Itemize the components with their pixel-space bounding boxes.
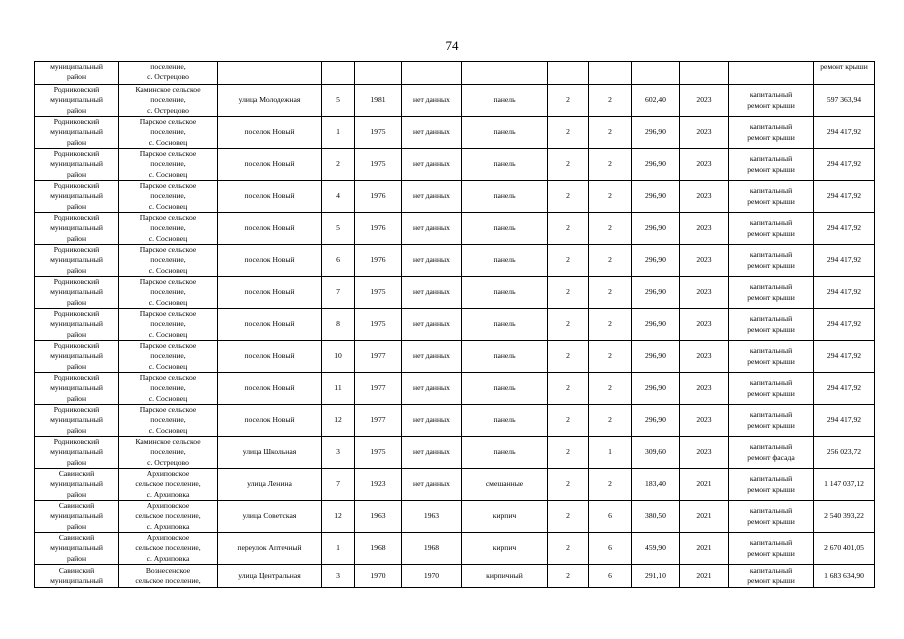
table-cell: Парское сельское поселение, с. Сосновец [119,277,218,309]
table-cell: 296,90 [632,117,680,149]
table-cell: 1975 [355,309,402,341]
table-cell: 1 [322,117,355,149]
table-cell: кирпичный [462,565,548,588]
table-row [35,469,875,501]
table-cell: 1923 [355,469,402,501]
table-cell: Архиповское сельское поселение, с. Архиповка [119,501,218,533]
table-cell: 294 417,92 [814,213,875,245]
table-cell: капитальный ремонт крыши [729,181,814,213]
table-cell: 2 [548,245,589,277]
table-cell: 1963 [402,501,462,533]
table-cell: нет данных [402,341,462,373]
table-cell: Родниковский муниципальный район [35,309,119,341]
table-cell: капитальный ремонт крыши [729,213,814,245]
table-cell: капитальный ремонт крыши [729,373,814,405]
table-cell [462,62,548,85]
table-row [35,405,875,437]
table-cell: 2 [548,405,589,437]
table-cell: нет данных [402,85,462,117]
table-cell: 2 [548,341,589,373]
table-cell: капитальный ремонт крыши [729,341,814,373]
table-cell: 1981 [355,85,402,117]
table-cell: 296,90 [632,341,680,373]
table-cell: 2 [589,181,632,213]
table-cell: ремонт крыши [814,62,875,85]
table-cell: Парское сельское поселение, с. Сосновец [119,405,218,437]
table-cell: кирпич [462,501,548,533]
table-cell: 294 417,92 [814,341,875,373]
table-cell: панель [462,213,548,245]
table-cell: 1976 [355,213,402,245]
table-cell: Савинский муниципальный район [35,469,119,501]
table-cell: поселок Новый [218,213,322,245]
table-cell: 296,90 [632,309,680,341]
table-row [35,117,875,149]
table-row [35,437,875,469]
table-cell: 2023 [680,149,729,181]
table-cell: смешанные [462,469,548,501]
table-cell: Парское сельское поселение, с. Сосновец [119,117,218,149]
table-cell: поселок Новый [218,309,322,341]
table-cell: 1975 [355,117,402,149]
table-cell: Родниковский муниципальный район [35,277,119,309]
table-cell: 1968 [402,533,462,565]
table-cell: 2023 [680,117,729,149]
table-cell: 1977 [355,405,402,437]
table-cell: панель [462,245,548,277]
table-cell: 2 [589,405,632,437]
table-cell: 2 [548,277,589,309]
table-cell: 6 [589,533,632,565]
table-cell: панель [462,117,548,149]
table-cell: капитальный ремонт крыши [729,245,814,277]
table-cell: 7 [322,277,355,309]
table-cell: поселок Новый [218,245,322,277]
table-cell: Родниковский муниципальный район [35,181,119,213]
table-cell: 2 [548,309,589,341]
table-cell: Парское сельское поселение, с. Сосновец [119,213,218,245]
table-row [35,501,875,533]
table-row [35,533,875,565]
table-cell: улица Школьная [218,437,322,469]
table-cell: 2021 [680,565,729,588]
table-row [35,245,875,277]
table-cell: 5 [322,85,355,117]
table-cell: муниципальный район [35,62,119,85]
table-cell: улица Ленина [218,469,322,501]
table-cell: 2 [589,277,632,309]
table-cell: капитальный ремонт крыши [729,405,814,437]
table-cell: нет данных [402,245,462,277]
table-cell: Парское сельское поселение, с. Сосновец [119,181,218,213]
table-cell: 2 [548,437,589,469]
table-cell: Парское сельское поселение, с. Сосновец [119,245,218,277]
table-cell: 294 417,92 [814,309,875,341]
table-cell [218,62,322,85]
table-cell [680,62,729,85]
table-cell: 1968 [355,533,402,565]
table-cell: капитальный ремонт крыши [729,309,814,341]
table-cell: капитальный ремонт фасада [729,437,814,469]
table-cell: 2 670 401,05 [814,533,875,565]
table-cell: 296,90 [632,373,680,405]
table-cell: капитальный ремонт крыши [729,565,814,588]
table-cell: 2023 [680,373,729,405]
table-cell: 6 [589,501,632,533]
table-cell: 291,10 [632,565,680,588]
table-cell [589,62,632,85]
table-cell: улица Советская [218,501,322,533]
table-cell: 2 [548,181,589,213]
table-cell: Родниковский муниципальный район [35,213,119,245]
table-cell: поселок Новый [218,149,322,181]
table-cell: 2 [589,117,632,149]
table-cell: 296,90 [632,245,680,277]
table-cell: 2 [548,533,589,565]
table-cell: 1 [322,533,355,565]
table-row [35,309,875,341]
table-cell: капитальный ремонт крыши [729,533,814,565]
table-cell: 2 [589,85,632,117]
table-cell: 294 417,92 [814,181,875,213]
table-row [35,149,875,181]
table-cell: 2023 [680,437,729,469]
table-row [35,277,875,309]
table-cell: 294 417,92 [814,373,875,405]
table-cell: 2023 [680,213,729,245]
table-cell [632,62,680,85]
table-cell: переулок Аптечный [218,533,322,565]
table-cell: 2 [548,565,589,588]
table-cell: Савинский муниципальный [35,565,119,588]
table-cell: панель [462,437,548,469]
table-cell: 1975 [355,149,402,181]
table-cell: 1975 [355,277,402,309]
table-cell: 459,90 [632,533,680,565]
table-cell: 2 [589,245,632,277]
table-cell: 294 417,92 [814,117,875,149]
table-cell: 2 [589,149,632,181]
table-cell: Парское сельское поселение, с. Сосновец [119,149,218,181]
table-row [35,85,875,117]
table-cell: 597 363,94 [814,85,875,117]
page-number: 74 [445,38,459,53]
table-cell: панель [462,405,548,437]
table-cell: Парское сельское поселение, с. Сосновец [119,309,218,341]
table-cell: 2023 [680,309,729,341]
table-cell: поселок Новый [218,277,322,309]
table-cell: 1976 [355,181,402,213]
table-cell: поселок Новый [218,181,322,213]
table-cell: 2 [548,501,589,533]
table-cell [729,62,814,85]
table-cell: 2023 [680,245,729,277]
table-cell: 2021 [680,469,729,501]
table-cell: 2023 [680,405,729,437]
table-cell: Каминское сельское поселение, с. Острецово [119,85,218,117]
table-cell: Архиповское сельское поселение, с. Архиповка [119,469,218,501]
table-cell: панель [462,373,548,405]
table-row [35,341,875,373]
table-cell: 296,90 [632,149,680,181]
table-cell: нет данных [402,405,462,437]
table-cell: 2 [589,213,632,245]
table-cell: 2023 [680,181,729,213]
table-cell: 2 [589,469,632,501]
table-cell: улица Центральная [218,565,322,588]
table-cell: 1 683 634,90 [814,565,875,588]
table-cell: 602,40 [632,85,680,117]
table-cell: нет данных [402,373,462,405]
table-cell: кирпич [462,533,548,565]
table-cell: 296,90 [632,213,680,245]
table-cell: панель [462,149,548,181]
table-cell: 380,50 [632,501,680,533]
table-cell: 2 [548,149,589,181]
table-cell: Архиповское сельское поселение, с. Архиповка [119,533,218,565]
table-cell: Вознесенское сельское поселение, [119,565,218,588]
table-cell: 183,40 [632,469,680,501]
table-cell: нет данных [402,469,462,501]
table-cell: 2021 [680,501,729,533]
table-cell: 256 023,72 [814,437,875,469]
table-cell: 1 147 037,12 [814,469,875,501]
table-cell: Парское сельское поселение, с. Сосновец [119,373,218,405]
table-cell: 2 [589,341,632,373]
table-cell: Савинский муниципальный район [35,501,119,533]
table-cell: 2 [548,117,589,149]
table-cell: Родниковский муниципальный район [35,85,119,117]
data-table [34,61,875,588]
table-cell: Каминское сельское поселение, с. Острецово [119,437,218,469]
table-cell: Родниковский муниципальный район [35,405,119,437]
table-cell: нет данных [402,437,462,469]
table-cell: 2023 [680,341,729,373]
table-cell: поселок Новый [218,341,322,373]
table-cell: Савинский муниципальный район [35,533,119,565]
table-cell: нет данных [402,181,462,213]
table-cell: 2 540 393,22 [814,501,875,533]
table-row [35,181,875,213]
table-cell: 2 [322,149,355,181]
table-cell: 1975 [355,437,402,469]
table-cell: капитальный ремонт крыши [729,501,814,533]
table-cell: 11 [322,373,355,405]
table-row [35,62,875,85]
table-cell: Родниковский муниципальный район [35,117,119,149]
table-cell: 6 [322,245,355,277]
table-cell: 1977 [355,373,402,405]
table-cell: 6 [589,565,632,588]
table-cell: Родниковский муниципальный район [35,373,119,405]
table-cell: капитальный ремонт крыши [729,469,814,501]
table-cell [548,62,589,85]
table-cell: 2 [548,213,589,245]
table-cell: нет данных [402,117,462,149]
table-cell: поселок Новый [218,117,322,149]
table-cell: нет данных [402,149,462,181]
table-cell: капитальный ремонт крыши [729,117,814,149]
table-cell: 2023 [680,277,729,309]
table-cell: панель [462,85,548,117]
table-cell: 296,90 [632,181,680,213]
table-cell: 8 [322,309,355,341]
table-cell [402,62,462,85]
table-cell: поселок Новый [218,373,322,405]
table-cell: 10 [322,341,355,373]
table-cell: Родниковский муниципальный район [35,341,119,373]
table-cell: поселение, с. Острецово [119,62,218,85]
table-cell: 7 [322,469,355,501]
table-cell: 1970 [355,565,402,588]
table-cell: 294 417,92 [814,277,875,309]
table-cell: 1977 [355,341,402,373]
table-cell: 12 [322,405,355,437]
table-cell: панель [462,181,548,213]
table-cell: 294 417,92 [814,149,875,181]
table-cell: 2 [589,309,632,341]
table-cell: 1976 [355,245,402,277]
table-cell: панель [462,277,548,309]
table-cell: нет данных [402,309,462,341]
table-cell: поселок Новый [218,405,322,437]
table-row [35,213,875,245]
table-cell: 1963 [355,501,402,533]
table-cell: панель [462,309,548,341]
table-cell: 3 [322,437,355,469]
table-cell: капитальный ремонт крыши [729,85,814,117]
table-cell: 294 417,92 [814,405,875,437]
table-cell: 2 [548,373,589,405]
table-cell: капитальный ремонт крыши [729,149,814,181]
table-cell: 2 [548,469,589,501]
table-row [35,565,875,588]
table-cell: 294 417,92 [814,245,875,277]
table-cell: 5 [322,213,355,245]
table-cell: Родниковский муниципальный район [35,437,119,469]
table-cell: нет данных [402,277,462,309]
table-cell: капитальный ремонт крыши [729,277,814,309]
table-cell: 2021 [680,533,729,565]
table-cell: 1 [589,437,632,469]
table-cell: Парское сельское поселение, с. Сосновец [119,341,218,373]
table-cell: нет данных [402,213,462,245]
table-cell [322,62,355,85]
table-cell: 296,90 [632,405,680,437]
table-cell: 1970 [402,565,462,588]
table-cell: панель [462,341,548,373]
table-cell: Родниковский муниципальный район [35,245,119,277]
table-cell: 2023 [680,85,729,117]
table-cell: 4 [322,181,355,213]
table-cell: 2 [589,373,632,405]
table-cell: 309,60 [632,437,680,469]
table-row [35,373,875,405]
table-cell [355,62,402,85]
table-cell: Родниковский муниципальный район [35,149,119,181]
table-cell: 2 [548,85,589,117]
table-cell: улица Молодежная [218,85,322,117]
table-cell: 3 [322,565,355,588]
table-cell: 12 [322,501,355,533]
table-cell: 296,90 [632,277,680,309]
